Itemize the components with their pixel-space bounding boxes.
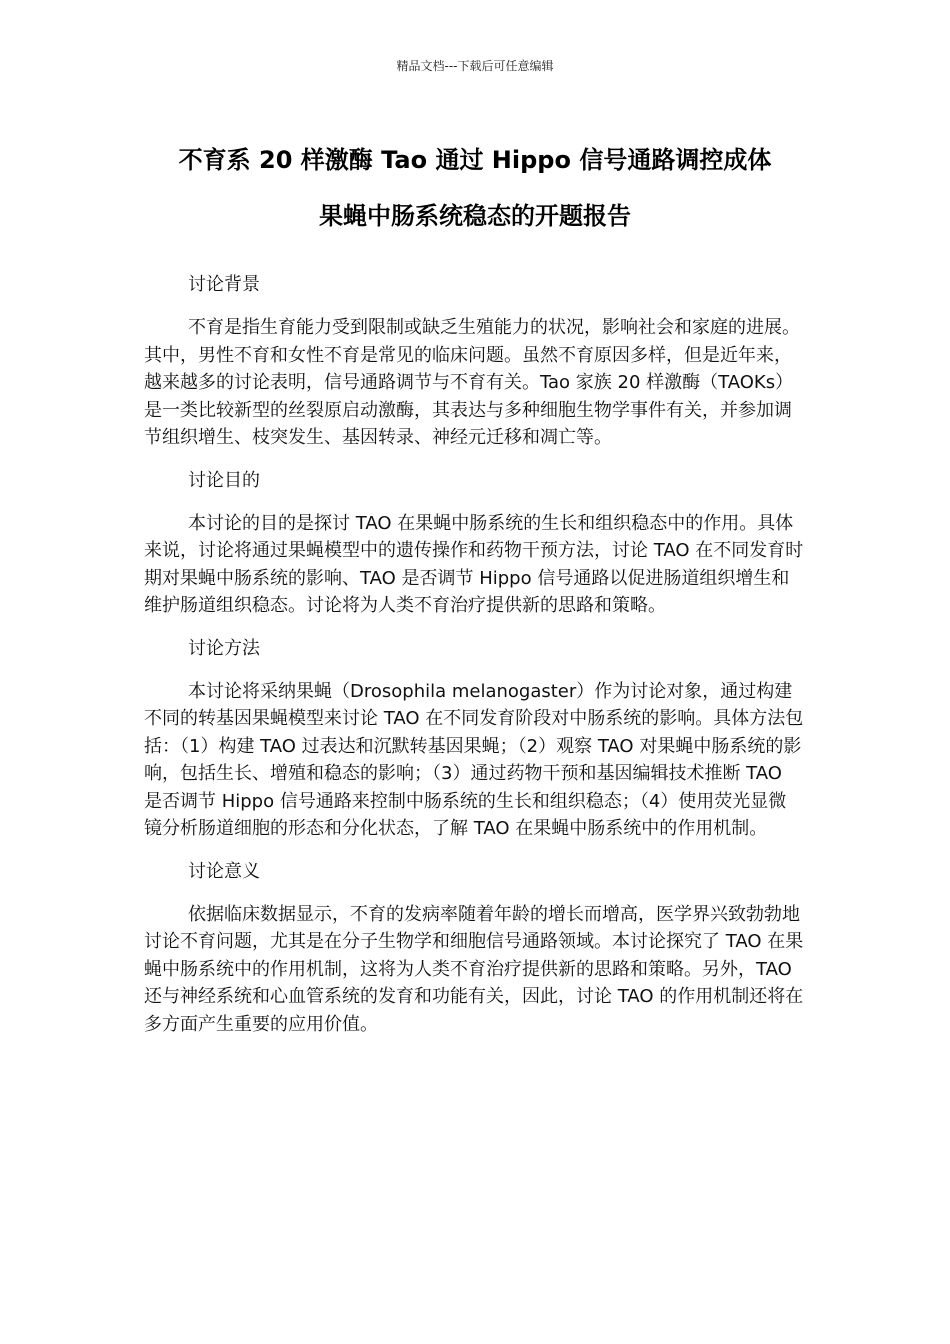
section-purpose — [144, 466, 804, 620]
section-paragraph: 本讨论的目的是探讨 TAO 在果蝇中肠系统的生长和组织稳态中的作用。具体来说，讨论将通过果蝇模型中的遗传操作和药物干预方法，讨论 TAO 在不同发育时期对果蝇中肠系统的影响、TAO 是否调节 Hippo 信号通路以促进肠道组织增生和维护肠道组织稳态。讨论将为人类不育治疗提供新的思路和策略。 — [144, 512, 804, 616]
section-background — [144, 270, 804, 452]
section-paragraph: 不育是指生育能力受到限制或缺乏生殖能力的状况，影响社会和家庭的进展。其中，男性不育和女性不育是常见的临床问题。虽然不育原因多样，但是近年来，越来越多的讨论表明，信号通路调节与不育有关。Tao 家族 20 样激酶（TAOKs）是一类比较新型的丝裂原启动激酶，其表达与多种细胞生物学事件有关，并参加调节组织增生、枝突发生、基因转录、神经元迁移和凋亡等。 — [144, 317, 800, 448]
title-line-1: 不育系 20 样激酶 Tao 通过 Hippo 信号通路调控成体 — [178, 146, 772, 174]
title-line-2: 果蝇中肠系统稳态的开题报告 — [319, 202, 631, 230]
section-methods — [144, 634, 804, 843]
section-paragraph: 本讨论将采纳果蝇（Drosophila melanogaster）作为讨论对象，通过构建不同的转基因果蝇模型来讨论 TAO 在不同发育阶段对中肠系统的影响。具体方法包括：（1）构建 TAO 过表达和沉默转基因果蝇；（2）观察 TAO 对果蝇中肠系统的影响，包括生长、增殖和稳态的影响；（3）通过药物干预和基因编辑技术推断 TAO 是否调节 Hippo 信号通路来控制中肠系统的生长和组织稳态；（4）使用荧光显微镜分析肠道细胞的形态和分化状态，了解 TAO 在果蝇中肠系统中的作用机制。 — [144, 680, 804, 839]
section-paragraph: 依据临床数据显示，不育的发病率随着年龄的增长而增高，医学界兴致勃勃地讨论不育问题，尤其是在分子生物学和细胞信号通路领域。本讨论探究了 TAO 在果蝇中肠系统中的作用机制，这将为人类不育治疗提供新的思路和策略。另外，TAO 还与神经系统和心血管系统的发育和功能有关，因此，讨论 TAO 的作用机制还将在多方面产生重要的应用价值。 — [144, 903, 804, 1035]
section-heading: 讨论背景 — [188, 274, 260, 295]
section-heading: 讨论目的 — [188, 469, 260, 491]
page-header: 精品文档---下载后可任意编辑 — [396, 59, 554, 73]
section-significance — [144, 857, 804, 1039]
document-body — [144, 270, 804, 1052]
document-title — [140, 132, 810, 244]
section-heading: 讨论意义 — [188, 860, 260, 882]
section-heading: 讨论方法 — [188, 637, 260, 659]
